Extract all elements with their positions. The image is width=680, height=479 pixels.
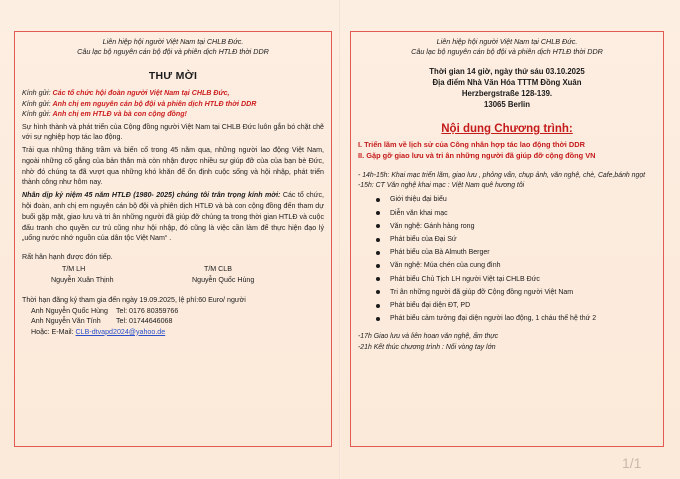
header-line-1: Liên hiệp hội người Việt Nam tại CHLB Đức. [436, 37, 578, 46]
event-city: 13065 Berlin [484, 100, 530, 109]
list-item: Tri ân những người đã giúp đỡ Cộng đồng người Việt Nam [376, 286, 656, 299]
email-link[interactable]: CLB-dtvapd2024@yahoo.de [75, 327, 166, 336]
email-row [22, 327, 324, 338]
header-line-1: Liên hiệp hội người Việt Nam tại CHLB Đức. [102, 37, 244, 46]
registration-block [22, 295, 324, 337]
program-section: I. Triển lãm về lịch sử của Công nhân hợp tác lao động thời DDR [358, 140, 585, 149]
schedule [358, 171, 656, 325]
program-section: II. Gặp gỡ giao lưu và tri ân những người đã giúp đỡ cộng đồng VN [358, 151, 596, 160]
schedule-item: - 14h-15h: Khai mạc triển lãm, giao lưu , phỏng vấn, chụp ảnh, văn nghệ, chè, Cafe,bánh ngọt [358, 172, 646, 179]
contact-phone: Tel: 0176 80359766 [116, 306, 179, 315]
invitation-paragraph [22, 190, 324, 244]
left-header [22, 37, 324, 57]
contact-row [22, 306, 324, 317]
closing-item: -21h Kết thúc chương trình : Nối vòng tay lớn [358, 343, 496, 351]
greeting-label: Kính gửi: [22, 99, 53, 108]
invitation-title: THƯ MỜI [148, 70, 198, 82]
list-item: Phát biểu của Đại Sứ [376, 233, 656, 246]
closing-schedule [358, 332, 656, 352]
list-item: Giới thiệu đại biểu [376, 193, 656, 206]
greeting-value: Anh chị em HTLĐ và bà con cộng đồng! [52, 110, 187, 118]
signatures [22, 264, 324, 286]
signature-role-clb: T/M CLB [204, 265, 232, 274]
signature-name-lh: Nguyễn Xuân Thịnh [51, 275, 114, 284]
event-venue: Địa điểm Nhà Văn Hóa TTTM Đồng Xuân [432, 78, 582, 87]
greeting-line [22, 99, 324, 110]
greeting-label: Kính gửi: [22, 110, 53, 118]
right-column [358, 37, 656, 353]
left-column [22, 37, 324, 337]
contact-name: Anh Nguyễn Quốc Hùng [31, 306, 108, 315]
list-item: Phát biểu Chủ Tịch LH người Việt tại CHLB Đức [376, 273, 656, 286]
email-label: Hoặc: E-Mail: [31, 327, 76, 336]
program-title: Nội dung Chương trình: [441, 123, 573, 135]
right-header [358, 37, 656, 57]
event-street: Herzbergstraße 128-139. [461, 89, 553, 98]
header-line-2: Câu lạc bộ nguyên cán bộ đội và phiên dịch HTLĐ thời DDR [77, 47, 269, 56]
contact-name: Anh Nguyễn Văn Tính [31, 317, 101, 326]
greetings [22, 88, 324, 120]
page-indicator: 1/1 [622, 455, 642, 471]
event-details [358, 66, 656, 110]
page-fold [339, 0, 341, 479]
list-item: Văn nghệ: Múa chén của cung đình [376, 259, 656, 272]
event-time: Thời gian 14 giờ, ngày thứ sáu 03.10.2025 [429, 67, 585, 76]
greeting-line [22, 88, 324, 99]
greeting-label: Kính gửi: [22, 89, 53, 97]
header-line-2: Câu lạc bộ nguyên cán bộ đội và phiên dịch HTLĐ thời DDR [411, 47, 603, 56]
invitation-highlight: Nhân dịp kỷ niệm 45 năm HTLĐ (1980- 2025) chúng tôi trân trọng kính mời: [22, 191, 281, 200]
invitation-body: Các tổ chức, hội đoàn, anh chị em nguyên cán bộ đội và phiên dịch HTLĐ và bà con cộng đồng đến tham dự buổi gặp mặt, giao lưu và tri ân những người đã giúp đỡ chúng ta trong thời gian HTLĐ và cuộc đấu tranh cho quyền cư trú cũng như hội nhập, đó cũng là việc cần làm để thực hiện đạo lý „uống nước nhớ nguồn của dân tộc Việt Nam“ . [22, 191, 325, 243]
greeting-value: Các tổ chức hội đoàn người Việt Nam tại CHLB Đức, [52, 89, 230, 97]
list-item: Văn nghệ: Gánh hàng rong [376, 220, 656, 233]
registration-deadline: Thời hạn đăng ký tham gia đến ngày 19.09.2025, lệ phí:60 Euro/ người [22, 296, 246, 305]
program-sections [358, 139, 656, 161]
greeting-line [22, 109, 324, 120]
intro-paragraph-2: Trải qua những thăng trầm và biến cố trong 45 năm qua, những người lao động Việt Nam, ngoài những cố gắng của bản thân mà còn nhận được nhiều sự giúp đỡ của của bạn bè Đức, nhờ đó chúng ta đã vượt qua những khó khăn để ổn định cuộc sống và hội nhập, phát triển thành công như hôm nay. [22, 146, 324, 187]
regards-text: Rất hân hạnh được đón tiếp. [22, 253, 113, 262]
list-item: Phát biểu đại diện ĐT, PD [376, 299, 656, 312]
greeting-value: Anh chị em nguyên cán bộ đội và phiên dịch HTLĐ thời DDR [52, 99, 257, 108]
contact-row [22, 316, 324, 327]
contact-phone: Tel: 01744646068 [116, 317, 173, 326]
list-item: Diễn văn khai mạc [376, 207, 656, 220]
intro-paragraph-1: Sự hình thành và phát triển của Cộng đồng người Việt Nam tại CHLB Đức luôn gắn bó chặt chẽ với sự nghiệp hợp tác lao động. [22, 122, 324, 142]
program-list [358, 193, 656, 325]
list-item: Phát biểu cảm tưởng đại diện người lao động, 1 cháu thế hệ thứ 2 [376, 312, 656, 325]
schedule-item: -15h: CT Văn nghệ khai mạc : Việt Nam quê hương tôi [358, 182, 525, 190]
list-item: Phát biểu của Bà Almuth Berger [376, 246, 656, 259]
closing-item: -17h Giao lưu và liên hoan văn nghệ, ẩm thực [358, 333, 499, 341]
signature-name-clb: Nguyễn Quốc Hùng [192, 275, 255, 284]
signature-role-lh: T/M LH [62, 265, 86, 274]
